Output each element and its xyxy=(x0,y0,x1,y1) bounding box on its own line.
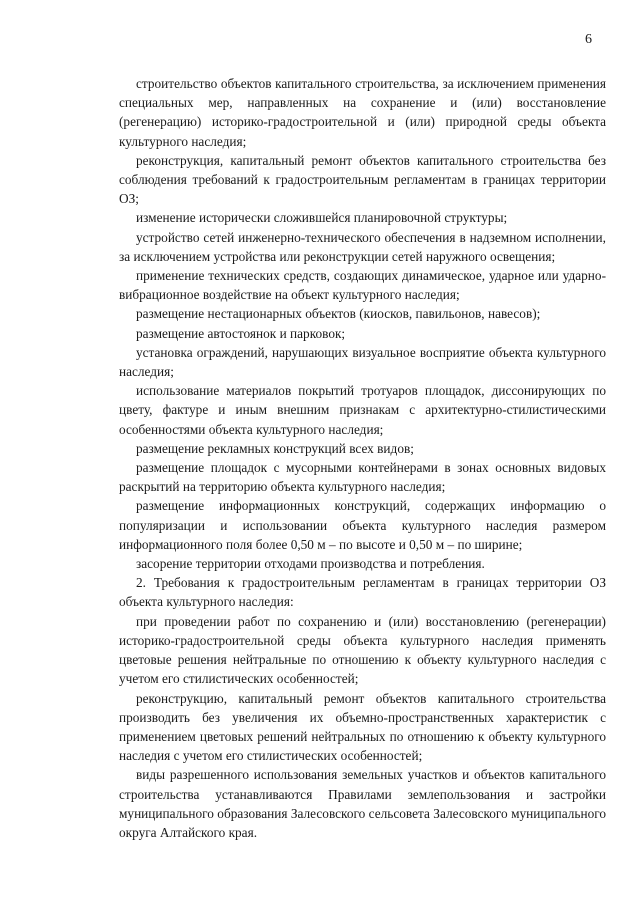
paragraph: устройство сетей инженерно-технического обеспечения в надземном исполнении, за исключением устройства или реконструкции сетей наружного освещения; xyxy=(119,229,606,264)
section-heading-paragraph: 2. Требования к градостроительным регламентам в границах территории ОЗ объекта культурного наследия: xyxy=(119,575,606,610)
paragraph: засорение территории отходами производства и потребления. xyxy=(136,556,485,572)
document-body xyxy=(119,74,606,842)
page-number: 6 xyxy=(585,32,592,47)
paragraph: размещение рекламных конструкций всех видов; xyxy=(136,440,414,456)
paragraph: использование материалов покрытий тротуаров площадок, диссонирующих по цвету, фактуре и иным внешним признакам с архитектурно-стилистическими особенностями объекта культурного наследия; xyxy=(119,383,606,437)
paragraph: размещение площадок с мусорными контейнерами в зонах основных видовых раскрытий на территорию объекта культурного наследия; xyxy=(119,460,606,495)
paragraph: при проведении работ по сохранению и (или) восстановлению (регенерации) историко-градостроительной среды объекта культурного наследия применять цветовые решения нейтральные по отношению к объекту культурного наследия с учетом его стилистических особенностей; xyxy=(119,613,606,687)
paragraph: реконструкция, капитальный ремонт объектов капитального строительства без соблюдения требований к градостроительным регламентам в границах территории ОЗ; xyxy=(119,152,606,207)
paragraph: установка ограждений, нарушающих визуальное восприятие объекта культурного наследия; xyxy=(119,344,606,380)
paragraph: размещение информационных конструкций, содержащих информацию о популяризации и использовании объекта культурного наследия размером информационного поля более 0,50 м – по высоте и 0,50 м – по ширине; xyxy=(119,498,606,552)
paragraph: виды разрешенного использования земельных участков и объектов капитального строительства устанавливаются Правилами землепользования и застройки муниципального образования Залесовского сельсовета Залесовского муниципального округа Алтайского края. xyxy=(119,767,606,840)
paragraph: реконструкцию, капитальный ремонт объектов капитального строительства производить без увеличения их объемно-пространственных характеристик с применением цветовых решений нейтральных по отношению к объекту культурного наследия с учетом его стилистических особенностей; xyxy=(119,690,606,764)
paragraph: строительство объектов капитального строительства, за исключением применения специальных мер, направленных на сохранение и (или) восстановление (регенерацию) историко-градостроительной и (или) природной среды объекта культурного наследия; xyxy=(119,76,606,149)
paragraph: размещение нестационарных объектов (киосков, павильонов, навесов); xyxy=(136,306,541,322)
paragraph: размещение автостоянок и парковок; xyxy=(136,325,346,341)
paragraph: изменение исторически сложившейся планировочной структуры; xyxy=(136,210,508,226)
paragraph: применение технических средств, создающих динамическое, ударное или ударно-вибрационное воздействие на объект культурного наследия; xyxy=(119,268,606,303)
